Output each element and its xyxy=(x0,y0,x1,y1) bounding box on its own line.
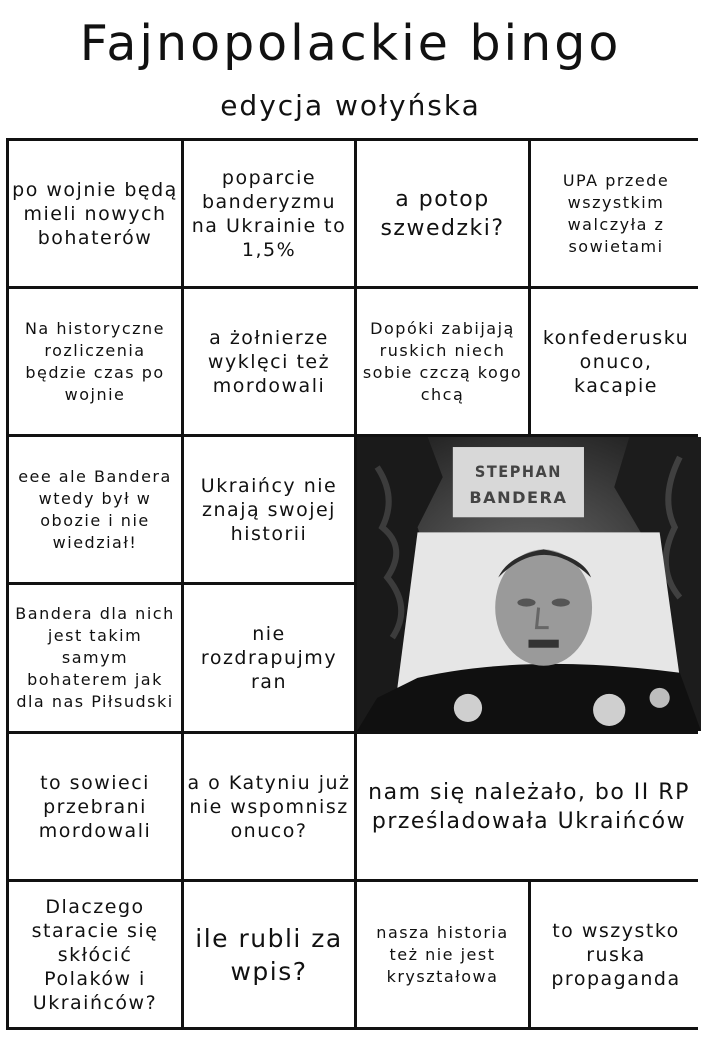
bingo-cell-text: nasza historia też nie jest kryształowa xyxy=(376,922,509,986)
photo-sign-line2: BANDERA xyxy=(469,488,568,508)
bingo-cell-text: po wojnie będą mieli nowych bohaterów xyxy=(12,178,178,249)
bingo-cell-text: Dlaczego staracie się skłócić Polaków i Ukraińców? xyxy=(31,895,159,1014)
bingo-cell-text: nie rozdrapujmy ran xyxy=(200,623,338,693)
page-subtitle: edycja wołyńska xyxy=(220,89,481,122)
bingo-cell-text: konfederusku onuco, kacapie xyxy=(542,326,690,397)
bingo-cell-text: Na historyczne rozliczenia będzie czas po wojnie xyxy=(24,318,166,404)
bingo-cell[interactable] xyxy=(357,141,528,286)
bingo-cell-text: a potop szwedzki? xyxy=(380,186,505,241)
bingo-cell-text: poparcie banderyzmu na Ukrainie to 1,5% xyxy=(191,166,347,261)
bingo-cell[interactable] xyxy=(184,437,354,582)
bingo-cell[interactable] xyxy=(184,141,354,286)
bingo-cell-text: nam się należało, bo II RP prześladowała Ukraińców xyxy=(368,779,690,834)
bingo-cell-text: a o Katyniu już nie wspomnisz onuco? xyxy=(187,771,351,842)
bingo-cell[interactable] xyxy=(9,141,181,286)
bingo-cell[interactable] xyxy=(9,734,181,879)
bingo-cell[interactable] xyxy=(531,289,701,434)
bingo-cell-text: Ukraińcy nie znają swojej historii xyxy=(200,474,338,545)
bingo-cell[interactable] xyxy=(9,437,181,582)
bingo-cell[interactable] xyxy=(357,289,528,434)
bingo-cell-text: ile rubli za wpis? xyxy=(195,923,343,986)
bingo-cell[interactable] xyxy=(184,289,354,434)
bingo-cell[interactable] xyxy=(531,882,701,1027)
center-photo xyxy=(357,437,701,731)
bingo-cell[interactable] xyxy=(531,141,701,286)
bingo-cell-text: eee ale Bandera wtedy był w obozie i nie wiedział! xyxy=(18,466,172,552)
page-title: Fajnopolackie bingo xyxy=(79,15,622,72)
bingo-cell-wide[interactable] xyxy=(357,734,701,879)
bingo-cell-text: a żołnierze wyklęci też mordowali xyxy=(207,326,331,397)
bingo-cell[interactable] xyxy=(9,289,181,434)
bingo-cell[interactable] xyxy=(357,882,528,1027)
bingo-cell-text: to sowieci przebrani mordowali xyxy=(38,771,152,842)
bingo-cell[interactable] xyxy=(9,585,181,731)
bingo-cell-text: to wszystko ruska propaganda xyxy=(551,919,681,990)
photo-sign-line1: STEPHAN xyxy=(474,462,562,482)
bingo-cell[interactable] xyxy=(184,585,354,731)
funeral-photo xyxy=(357,437,701,731)
bingo-cell[interactable] xyxy=(184,734,354,879)
bingo-cell-text: Bandera dla nich jest takim samym bohaterem jak dla nas Piłsudski xyxy=(15,604,175,711)
bingo-cell-text: UPA przede wszystkim walczyła z sowietami xyxy=(562,170,670,256)
bingo-cell-text: Dopóki zabijają ruskich niech sobie czczą kogo chcą xyxy=(362,318,523,404)
bingo-cell[interactable] xyxy=(184,882,354,1027)
bingo-cell[interactable] xyxy=(9,882,181,1027)
bingo-grid xyxy=(6,138,698,1030)
